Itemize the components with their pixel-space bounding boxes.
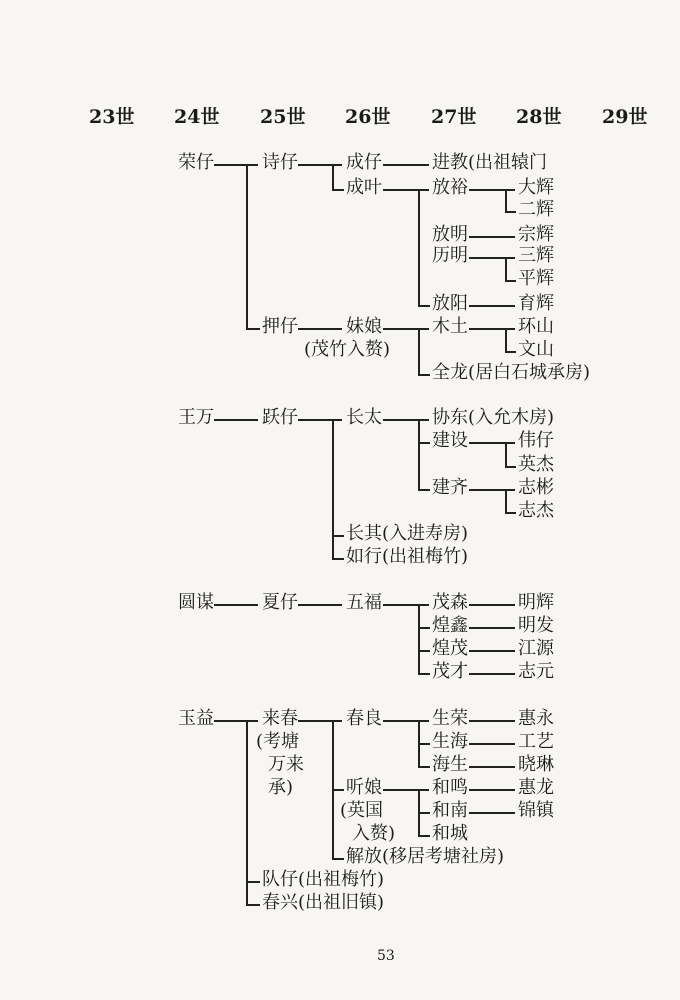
person-name: 茂才 xyxy=(432,661,468,682)
person-name: 惠龙 xyxy=(518,777,554,798)
person-name: 协东(入允木房) xyxy=(432,407,555,428)
person-name: 玉益 xyxy=(178,708,214,729)
person-name: 志杰 xyxy=(518,500,554,521)
person-name: 江源 xyxy=(518,638,554,659)
person-name: 跃仔 xyxy=(262,407,298,428)
generation-label-29: 29世 xyxy=(602,106,648,128)
person-name: 木土 xyxy=(432,316,468,337)
person-name: 茂森 xyxy=(432,592,468,613)
person-name: 三辉 xyxy=(518,245,554,266)
person-name: 英杰 xyxy=(518,454,554,475)
person-name: 队仔(出祖梅竹) xyxy=(262,869,385,890)
connector-line xyxy=(332,858,344,860)
person-name: 春兴(出祖旧镇) xyxy=(262,892,385,913)
person-name: 海生 xyxy=(432,754,468,775)
person-name: 王万 xyxy=(178,407,214,428)
connector-line xyxy=(418,743,430,745)
person-name: 和鸣 xyxy=(432,777,468,798)
person-note: (考塘 xyxy=(256,731,300,752)
connector-line xyxy=(469,743,515,745)
person-name: 晓琳 xyxy=(518,754,554,775)
connector-line xyxy=(383,720,429,722)
connector-line xyxy=(246,720,248,904)
generation-label-26: 26世 xyxy=(345,106,391,128)
person-name: 工艺 xyxy=(518,731,554,752)
person-name: 成仔 xyxy=(346,152,382,173)
person-name: 全龙(居白石城承房) xyxy=(432,362,591,383)
generation-label-27: 27世 xyxy=(431,106,477,128)
connector-line xyxy=(246,904,260,906)
person-name: 惠永 xyxy=(518,708,554,729)
connector-line xyxy=(418,812,430,814)
person-note: 入赘) xyxy=(352,823,396,844)
person-name: 春良 xyxy=(346,708,382,729)
person-name: 建齐 xyxy=(432,477,468,498)
person-note: (茂竹入赘) xyxy=(304,339,391,360)
person-name: 放阳 xyxy=(432,293,468,314)
connector-line xyxy=(332,789,344,791)
generation-label-25: 25世 xyxy=(260,106,306,128)
person-name: 押仔 xyxy=(262,316,298,337)
connector-line xyxy=(469,789,515,791)
person-name: 诗仔 xyxy=(262,152,298,173)
person-name: 来春 xyxy=(262,708,298,729)
person-name: 煌茂 xyxy=(432,638,468,659)
person-name: 煌鑫 xyxy=(432,615,468,636)
connector-line xyxy=(246,881,260,883)
generation-label-28: 28世 xyxy=(516,106,562,128)
person-name: 和城 xyxy=(432,823,468,844)
connector-line xyxy=(298,720,342,722)
person-name: 如行(出祖梅竹) xyxy=(346,546,469,567)
person-name: 大辉 xyxy=(518,177,554,198)
person-name: 文山 xyxy=(518,339,554,360)
person-name: 放明 xyxy=(432,224,468,245)
connector-line xyxy=(383,789,429,791)
person-note: 承) xyxy=(268,777,294,798)
person-name: 环山 xyxy=(518,316,554,337)
person-name: 锦镇 xyxy=(518,800,554,821)
person-name: 和南 xyxy=(432,800,468,821)
person-name: 荣仔 xyxy=(178,152,214,173)
connector-line xyxy=(214,720,258,722)
person-name: 伟仔 xyxy=(518,430,554,451)
person-name: 生荣 xyxy=(432,708,468,729)
person-name: 成叶 xyxy=(346,177,382,198)
person-name: 长其(入进寿房) xyxy=(346,523,469,544)
person-note: (英国 xyxy=(340,800,384,821)
person-name: 夏仔 xyxy=(262,592,298,613)
connector-line xyxy=(418,835,430,837)
person-name: 听娘 xyxy=(346,777,382,798)
person-name: 明发 xyxy=(518,615,554,636)
person-name: 放裕 xyxy=(432,177,468,198)
person-name: 育辉 xyxy=(518,293,554,314)
person-name: 志彬 xyxy=(518,477,554,498)
page-number: 53 xyxy=(377,948,395,964)
connector-line xyxy=(418,766,430,768)
person-name: 志元 xyxy=(518,661,554,682)
person-name: 圆谋 xyxy=(178,592,214,613)
person-name: 明辉 xyxy=(518,592,554,613)
connector-line xyxy=(469,720,515,722)
person-name: 妹娘 xyxy=(346,316,382,337)
generation-label-23: 23世 xyxy=(89,106,135,128)
person-name: 平辉 xyxy=(518,268,554,289)
person-name: 解放(移居考塘社房) xyxy=(346,846,505,867)
person-note: 万来 xyxy=(268,754,304,775)
person-name: 历明 xyxy=(432,245,468,266)
person-name: 长太 xyxy=(346,407,382,428)
connector-line xyxy=(469,766,515,768)
person-name: 建设 xyxy=(432,430,468,451)
person-name: 进教(出祖辕门 xyxy=(432,152,548,173)
person-name: 生海 xyxy=(432,731,468,752)
person-name: 二辉 xyxy=(518,199,554,220)
person-name: 五福 xyxy=(346,592,382,613)
connector-line xyxy=(469,812,515,814)
generation-label-24: 24世 xyxy=(174,106,220,128)
person-name: 宗辉 xyxy=(518,224,554,245)
